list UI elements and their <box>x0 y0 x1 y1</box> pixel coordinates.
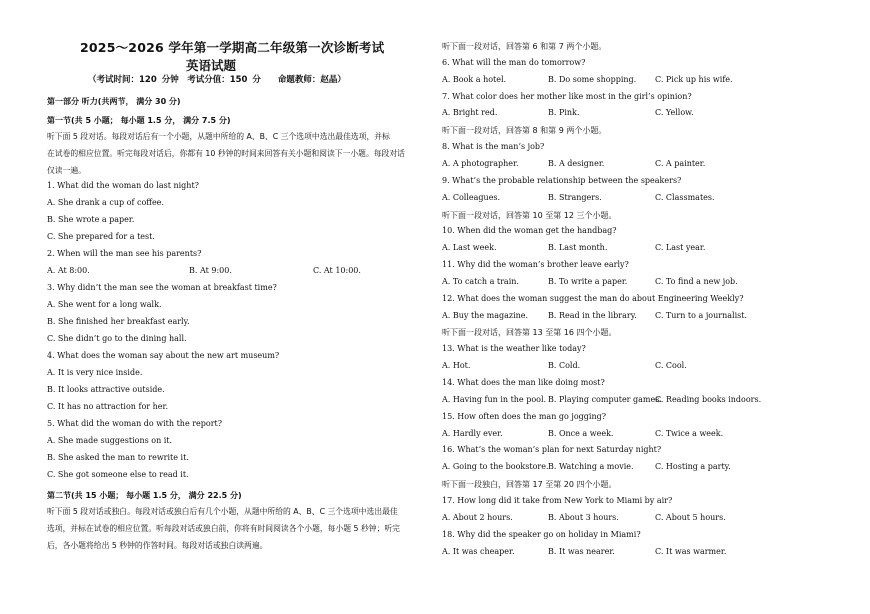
answer-option: C. A painter. <box>655 158 706 168</box>
exam-title: 2025～2026 学年第一学期高二年级第一次诊断考试 <box>80 40 385 55</box>
question-stem: 3. Why didn’t the man see the woman at breakfast time? <box>47 283 277 292</box>
answer-option: A. It was cheaper. <box>442 546 515 556</box>
answer-option: C. She didn’t go to the dining hall. <box>47 334 187 343</box>
question-stem: 9. What’s the probable relationship between the speakers? <box>442 175 682 185</box>
answer-option: A. To catch a train. <box>442 276 519 286</box>
answer-option: B. Pink. <box>548 108 580 118</box>
question-stem: 18. Why did the speaker go on holiday in Miami? <box>442 529 641 539</box>
answer-option: C. It was warmer. <box>655 546 727 556</box>
section1-instruction-line: 听下面 5 段对话。每段对话后有一个小题，从题中所给的 A、B、C 三个选项中选出最佳选项，并标 <box>47 132 390 141</box>
answer-option: B. To write a paper. <box>548 276 628 286</box>
section2-title: 第二节(共 15 小题； 每小题 1.5 分， 满分 22.5 分) <box>47 491 242 500</box>
answer-option: A. She made suggestions on it. <box>47 436 173 445</box>
answer-option: C. Classmates. <box>655 192 715 202</box>
answer-option: A. A photographer. <box>442 158 519 168</box>
answer-option: B. She asked the man to rewrite it. <box>47 453 189 462</box>
question-stem: 5. What did the woman do with the report? <box>47 419 223 428</box>
question-stem: 15. How often does the man go jogging? <box>442 411 607 421</box>
answer-option: B. Cold. <box>548 361 581 371</box>
answer-option: A. She drank a cup of coffee. <box>47 198 164 207</box>
question-stem: 7. What color does her mother like most in the girl’s opinion? <box>442 91 692 101</box>
dialogue-group-instruction: 听下面一段对话，回答第 10 至第 12 三个小题。 <box>442 210 617 220</box>
dialogue-group-instruction: 听下面一段对话，回答第 13 至第 16 四个小题。 <box>442 328 617 338</box>
answer-option: B. She wrote a paper. <box>47 215 135 224</box>
answer-option: C. At 10:00. <box>313 266 361 275</box>
answer-option: A. About 2 hours. <box>442 512 513 522</box>
answer-option: C. Reading books indoors. <box>655 394 762 404</box>
answer-option: C. Hosting a party. <box>655 462 731 472</box>
answer-option: A. Last week. <box>442 243 497 253</box>
section2-instruction-line: 后，各小题将给出 5 秒钟的作答时间。每段对话或独白读两遍。 <box>47 541 268 550</box>
question-stem: 2. When will the man see his parents? <box>47 249 202 258</box>
answer-option: C. Last year. <box>655 243 706 253</box>
question-stem: 8. What is the man’s job? <box>442 142 545 152</box>
answer-option: C. She prepared for a test. <box>47 232 155 241</box>
answer-option: A. At 8:00. <box>47 266 90 275</box>
answer-option: B. She finished her breakfast early. <box>47 317 190 326</box>
answer-option: B. It looks attractive outside. <box>47 385 165 394</box>
answer-option: B. Strangers. <box>548 192 602 202</box>
answer-option: B. Do some shopping. <box>548 74 637 84</box>
answer-option: A. She went for a long walk. <box>47 300 162 309</box>
answer-option: C. Yellow. <box>655 108 694 118</box>
dialogue-group-instruction: 听下面一段对话，回答第 6 和第 7 两个小题。 <box>442 42 607 51</box>
answer-option: B. At 9:00. <box>189 266 232 275</box>
question-stem: 16. What’s the woman’s plan for next Saturday night? <box>442 445 662 455</box>
section2-instruction-line: 听下面 5 段对话或独白。每段对话或独白后有几个小题，从题中所给的 A、B、C 三个选项中选出最佳 <box>47 507 398 516</box>
section1-instruction-line: 在试卷的相应位置。听完每段对话后，你都有 10 秒钟的时间来回答有关小题和阅读下一小题。每段对话 <box>47 149 405 158</box>
answer-option: B. A designer. <box>548 158 605 168</box>
question-stem: 4. What does the woman say about the new art museum? <box>47 351 280 360</box>
part1-title: 第一部分 听力(共两节， 满分 30 分) <box>47 97 181 106</box>
answer-option: B. Watching a movie. <box>548 462 634 472</box>
answer-option: B. Last month. <box>548 243 608 253</box>
answer-option: B. Read in the library. <box>548 310 637 320</box>
answer-option: C. Pick up his wife. <box>655 74 733 84</box>
answer-option: A. Buy the magazine. <box>442 310 529 320</box>
answer-option: B. Once a week. <box>548 428 614 438</box>
answer-option: A. Hardly ever. <box>442 428 503 438</box>
question-stem: 1. What did the woman do last night? <box>47 181 199 190</box>
answer-option: C. Cool. <box>655 361 687 371</box>
answer-option: C. To find a new job. <box>655 276 738 286</box>
answer-option: A. Going to the bookstore. <box>442 462 549 472</box>
answer-option: B. Playing computer games. <box>548 394 662 404</box>
answer-option: A. Having fun in the pool. <box>442 394 547 404</box>
answer-option: B. It was nearer. <box>548 546 615 556</box>
answer-option: A. Hot. <box>442 361 471 371</box>
question-stem: 12. What does the woman suggest the man do about Engineering Weekly? <box>442 293 744 303</box>
section1-instruction-line: 仅读一遍。 <box>47 166 86 175</box>
answer-option: C. She got someone else to read it. <box>47 470 189 479</box>
section1-title: 第一节(共 5 小题； 每小题 1.5 分， 满分 7.5 分) <box>47 116 231 125</box>
answer-option: A. Colleagues. <box>442 192 501 202</box>
answer-option: C. Twice a week. <box>655 428 724 438</box>
question-stem: 13. What is the weather like today? <box>442 344 586 354</box>
question-stem: 10. When did the woman get the handbag? <box>442 226 617 236</box>
section2-instruction-line: 选项，并标在试卷的相应位置。听每段对话或独白前，你将有时间阅读各个小题，每小题 5 秒钟；听完 <box>47 524 400 533</box>
question-stem: 11. Why did the woman’s brother leave early? <box>442 260 629 270</box>
answer-option: C. About 5 hours. <box>655 512 726 522</box>
dialogue-group-instruction: 听下面一段对话，回答第 8 和第 9 两个小题。 <box>442 126 607 136</box>
answer-option: C. It has no attraction for her. <box>47 402 168 411</box>
answer-option: B. About 3 hours. <box>548 512 619 522</box>
dialogue-group-instruction: 听下面一段独白，回答第 17 至第 20 四个小题。 <box>442 480 617 490</box>
answer-option: A. It is very nice inside. <box>47 368 143 377</box>
question-stem: 17. How long did it take from New York to Miami by air? <box>442 495 673 505</box>
exam-meta: （考试时间：120 分钟 考试分值：150 分 命题教师：赵晶） <box>88 75 346 85</box>
answer-option: A. Bright red. <box>442 108 498 118</box>
answer-option: C. Turn to a journalist. <box>655 310 747 320</box>
question-stem: 6. What will the man do tomorrow? <box>442 57 586 67</box>
exam-subject: 英语试题 <box>186 58 237 73</box>
answer-option: A. Book a hotel. <box>442 74 507 84</box>
question-stem: 14. What does the man like doing most? <box>442 378 605 387</box>
